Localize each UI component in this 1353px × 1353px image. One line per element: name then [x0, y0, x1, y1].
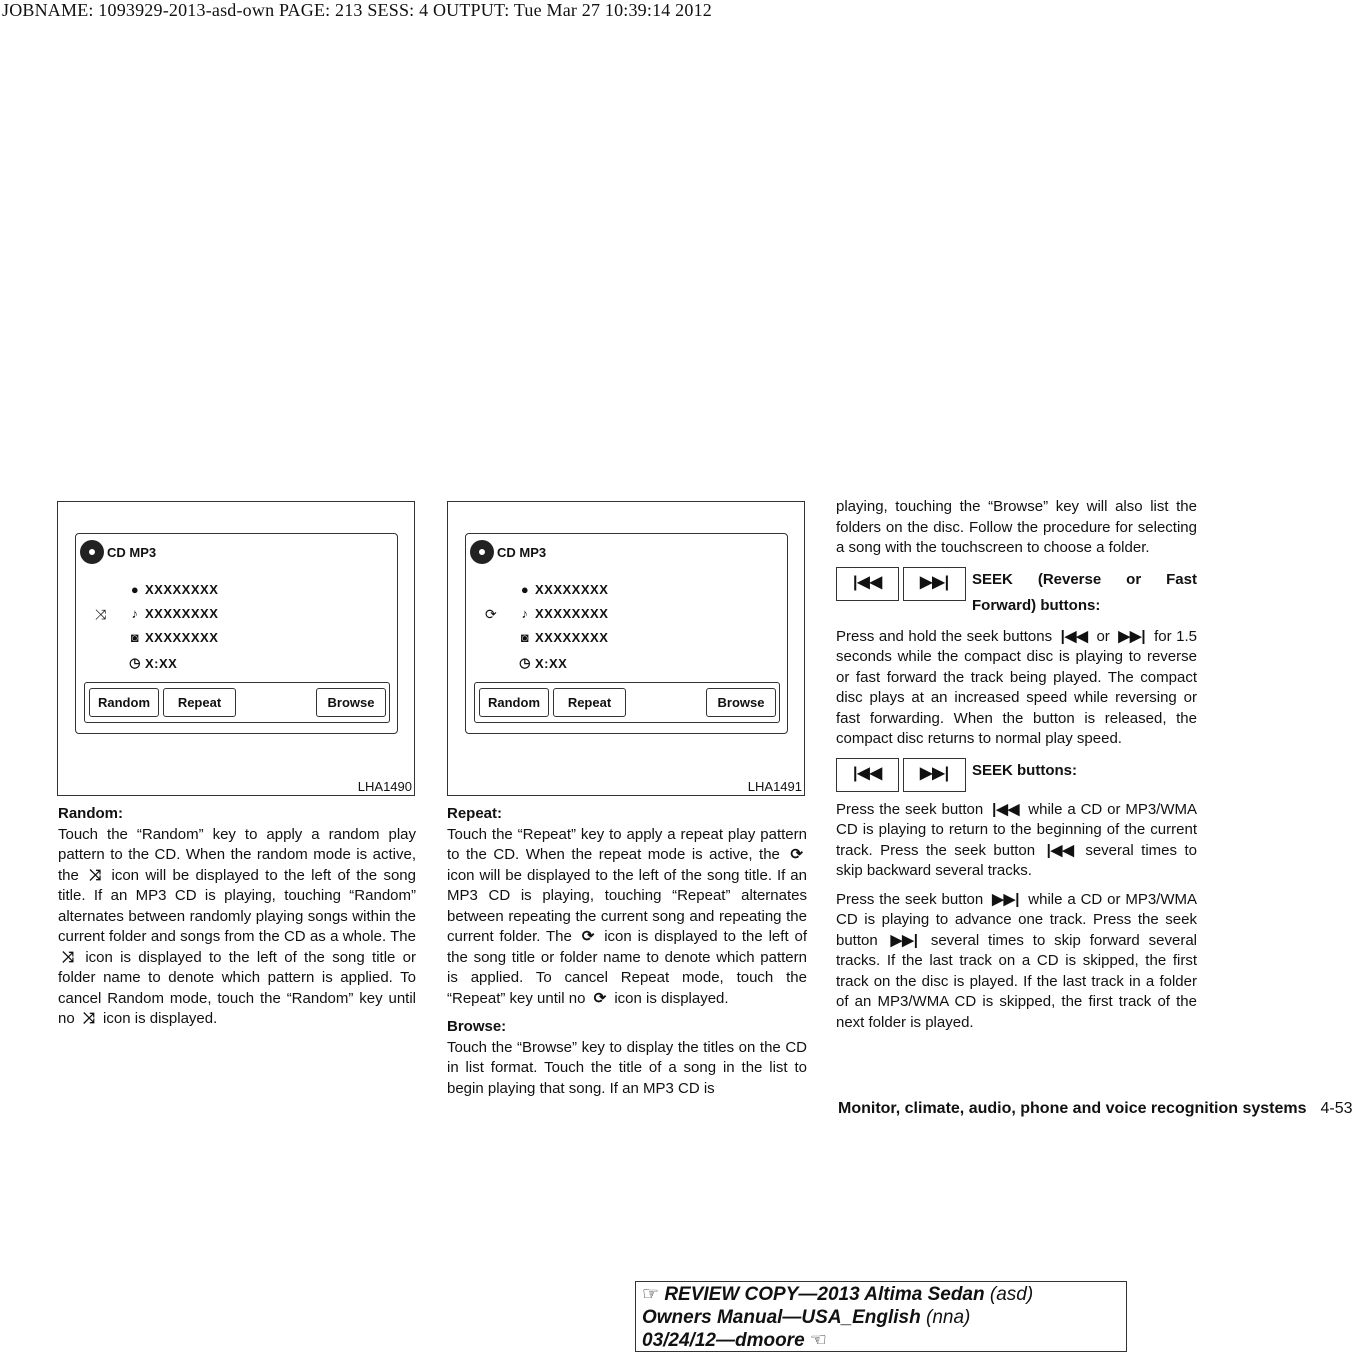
repeat-text-1: Touch the “Repeat” key to apply a repeat play pattern to the CD. When the repeat mode is active, the	[447, 825, 807, 863]
audio-screen	[465, 533, 788, 734]
seek-text-2: while a CD or MP3/WMA CD is playing to return to the beginning of the current track. Press the seek button	[836, 800, 1198, 859]
person-icon: ●	[130, 582, 140, 597]
seek-button-pair	[836, 567, 966, 601]
review-model-code: (asd)	[989, 1284, 1034, 1305]
review-region-code: (nna)	[926, 1307, 971, 1328]
seek-reverse-icon: |◀◀	[1046, 841, 1074, 859]
review-line-2	[642, 1306, 1120, 1329]
repeat-heading: Repeat:	[447, 805, 503, 822]
album-row	[128, 630, 218, 645]
page-footer	[838, 1100, 1353, 1118]
seek-fast-heading: SEEK (Reverse or Fast Forward) buttons:	[972, 570, 1197, 614]
browse-paragraph: Touch the “Browse” key to display the titles on the CD in list format. Touch the title of a song in the list to begin playing that song. If an MP3 CD is	[447, 1038, 807, 1097]
seek-fast-paragraph	[836, 627, 1197, 750]
seek-forward-icon: ▶▶|	[903, 567, 966, 601]
seek-forward-icon: ▶▶|	[903, 758, 966, 792]
seek-reverse-icon: |◀◀	[836, 758, 899, 792]
person-icon: ●	[520, 582, 530, 597]
music-note-icon: ♪	[131, 606, 139, 621]
time-text: X:XX	[145, 655, 178, 671]
repeat-button[interactable]: Repeat	[163, 688, 236, 717]
repeat-section	[447, 804, 807, 1107]
song-text: XXXXXXXX	[145, 606, 219, 621]
artist-row	[518, 582, 608, 597]
album-row	[518, 630, 608, 645]
pointing-hand-left-icon: ☜	[809, 1330, 827, 1351]
screen-title-text: CD MP3	[107, 544, 157, 560]
repeat-text-2: icon will be displayed to the left of the song title. If an MP3 CD is playing, touching “Repeat” alternates between repeating the current song and repeating the current folder. The	[447, 866, 807, 945]
seek-reverse-icon: |◀◀	[992, 800, 1020, 818]
screen-title	[80, 540, 156, 564]
random-text-4: icon is displayed.	[103, 1010, 218, 1027]
album-text: XXXXXXXX	[535, 630, 609, 645]
seek-forward-icon: ▶▶|	[1118, 627, 1146, 645]
random-button[interactable]: Random	[89, 688, 159, 717]
button-bar	[84, 682, 390, 723]
browse-button[interactable]: Browse	[316, 688, 386, 717]
seek-section	[836, 497, 1197, 1041]
seek-button-pair	[836, 758, 966, 792]
seek-fast-or: or	[1096, 627, 1110, 645]
time-row	[518, 655, 567, 671]
artist-text: XXXXXXXX	[535, 582, 609, 597]
time-row	[128, 655, 177, 671]
repeat-text-3: icon is displayed to the left of the song title or folder name to denote which pattern is applied. To cancel Repeat mode, touch the “Repeat” key until no	[447, 928, 807, 1007]
seek-reverse-icon: |◀◀	[836, 567, 899, 601]
artist-row	[128, 582, 218, 597]
seek-fast-text-1: Press and hold the seek buttons	[836, 627, 1053, 645]
seek-header	[836, 758, 1197, 792]
seek-text-4: Press the seek button	[836, 890, 984, 908]
random-text-3: icon is displayed to the left of the song title or folder name to denote which pattern is applied. To cancel Random mode, touch the “Random” key until no	[58, 948, 417, 1027]
clock-icon: ◷	[129, 655, 141, 670]
random-icon: ⤨	[62, 948, 75, 966]
random-heading: Random:	[58, 805, 123, 822]
job-header: JOBNAME: 1093929-2013-asd-own PAGE: 213 SESS: 4 OUTPUT: Tue Mar 27 10:39:14 2012	[2, 0, 712, 20]
repeat-icon: ⟳	[581, 928, 595, 945]
seek-reverse-icon: |◀◀	[1060, 627, 1088, 645]
random-text-1: Touch the “Random” key to apply a random play pattern to the CD. When the random mode is active, the	[58, 825, 416, 884]
footer-section: Monitor, climate, audio, phone and voice recognition systems	[838, 1100, 1307, 1117]
cd-disc-icon	[470, 540, 494, 564]
song-row	[128, 606, 218, 621]
seek-text-6: several times to skip forward several tracks. If the last track on a CD is skipped, the first track on the disc is played. If the last track in a folder of an MP3/WMA CD is skipped, the first track of the next folder is played.	[836, 931, 1198, 1031]
seek-heading: SEEK buttons:	[972, 761, 1077, 779]
pointing-hand-icon: ☞	[642, 1284, 660, 1305]
repeat-icon: ⟳	[593, 989, 607, 1007]
time-text: X:XX	[535, 655, 568, 671]
seek-forward-icon: ▶▶|	[992, 890, 1020, 908]
audio-screen	[75, 533, 398, 734]
screen-title-text: CD MP3	[497, 544, 547, 560]
random-icon: ⤨	[89, 866, 102, 884]
seek-fast-header	[836, 567, 1197, 619]
repeat-icon: ⟳	[485, 606, 497, 622]
figure-label: LHA1491	[747, 779, 802, 794]
figure-label: LHA1490	[357, 779, 412, 794]
review-line-3	[642, 1329, 1120, 1352]
song-text: XXXXXXXX	[535, 606, 609, 621]
music-note-icon: ♪	[521, 606, 529, 621]
seek-text-1: Press the seek button	[836, 800, 984, 818]
album-icon: ◙	[130, 630, 140, 645]
repeat-button[interactable]: Repeat	[553, 688, 626, 717]
button-bar	[474, 682, 780, 723]
random-paragraph	[58, 825, 416, 1030]
seek-paragraph-1	[836, 800, 1197, 882]
seek-text-3: several times to skip backward several tracks.	[836, 841, 1197, 879]
repeat-paragraph	[447, 825, 807, 1010]
review-date: 03/24/12—dmoore	[642, 1330, 805, 1351]
seek-forward-icon: ▶▶|	[890, 931, 918, 949]
review-title: REVIEW COPY—2013 Altima Sedan	[664, 1284, 985, 1305]
clock-icon: ◷	[519, 655, 531, 670]
browse-heading: Browse:	[447, 1018, 507, 1035]
screen-title	[470, 540, 546, 564]
page-number: 4-53	[1320, 1100, 1353, 1117]
cd-disc-icon	[80, 540, 104, 564]
review-manual: Owners Manual—USA_English	[642, 1307, 921, 1328]
artist-text: XXXXXXXX	[145, 582, 219, 597]
album-text: XXXXXXXX	[145, 630, 219, 645]
figure-random-screen	[57, 501, 415, 796]
browse-button[interactable]: Browse	[706, 688, 776, 717]
seek-text-5: while a CD or MP3/WMA CD is playing to advance one track. Press the seek button	[836, 890, 1198, 949]
random-button[interactable]: Random	[479, 688, 549, 717]
seek-paragraph-2	[836, 890, 1197, 1034]
browse-paragraph-continued: playing, touching the “Browse” key will also list the folders on the disc. Follow the procedure for selecting a song with the touchscreen to choose a folder.	[836, 498, 1197, 556]
random-icon: ⤨	[82, 1010, 95, 1027]
review-copy-box	[635, 1281, 1127, 1352]
album-icon: ◙	[520, 630, 530, 645]
figure-repeat-screen	[447, 501, 805, 796]
random-icon: ⤨	[95, 606, 107, 622]
repeat-text-4: icon is displayed.	[614, 989, 729, 1007]
song-row	[518, 606, 608, 621]
random-section	[58, 804, 416, 1038]
review-line-1	[642, 1283, 1120, 1306]
repeat-icon: ⟳	[790, 846, 803, 863]
seek-fast-text-2: for 1.5 seconds while the compact disc is playing to reverse or fast forward the track being played. The compact disc plays at an increased speed while reversing or fast forwarding. When the button is released, the compact disc returns to normal play speed.	[836, 627, 1198, 747]
random-text-2: icon will be displayed to the left of the song title. If an MP3 CD is playing, touching “Random” alternates between randomly playing songs within the current folder and songs from the CD as a whole. The	[58, 866, 416, 945]
